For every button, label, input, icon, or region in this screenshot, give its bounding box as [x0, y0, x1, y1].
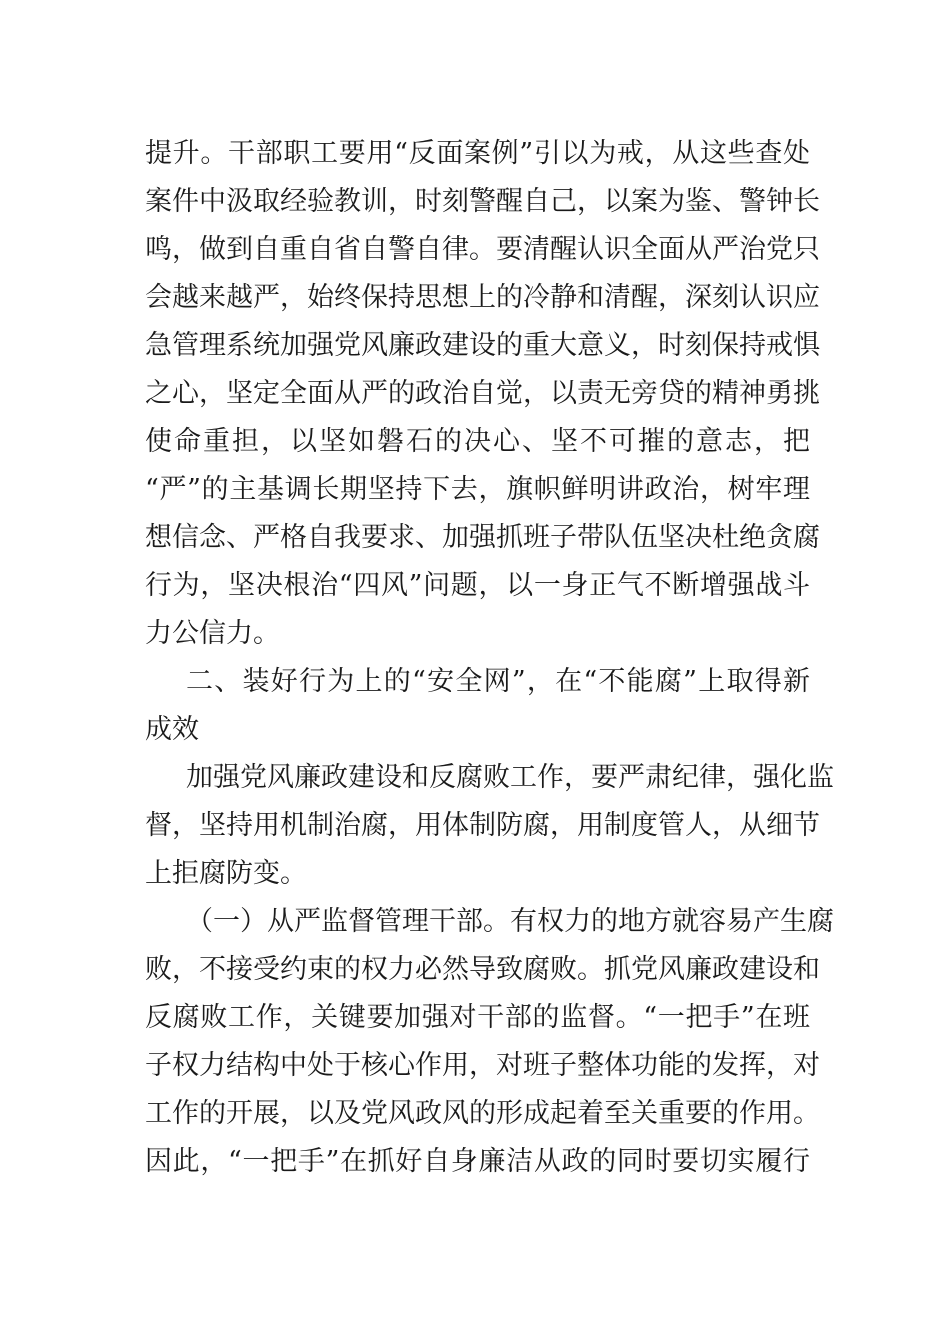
section-heading: 成效	[145, 714, 199, 745]
text-line: 行为，坚决根治“四风”问题，以一身正气不断增强战斗	[145, 570, 810, 601]
subsection-heading: （一）从严监督管理干部。有权力的地方就容易产生腐	[186, 906, 834, 937]
text-line: 上拒腐防变。	[145, 858, 307, 889]
text-line: 案件中汲取经验教训，时刻警醒自己，以案为鉴、警钟长	[145, 186, 820, 217]
text-line: 想信念、严格自我要求、加强抓班子带队伍坚决杜绝贪腐	[145, 522, 820, 553]
text-line: 鸣，做到自重自省自警自律。要清醒认识全面从严治党只	[145, 234, 820, 265]
text-line: 子权力结构中处于核心作用，对班子整体功能的发挥，对	[145, 1050, 820, 1081]
text-line: 使命重担，以坚如磐石的决心、坚不可摧的意志，把	[145, 426, 810, 457]
text-line: 力公信力。	[145, 618, 280, 649]
text-line: 加强党风廉政建设和反腐败工作，要严肃纪律，强化监	[186, 762, 834, 793]
text-line: 工作的开展，以及党风政风的形成起着至关重要的作用。	[145, 1098, 820, 1129]
text-line: 会越来越严，始终保持思想上的冷静和清醒，深刻认识应	[145, 282, 820, 313]
section-heading: 二、装好行为上的“安全网”，在“不能腐”上取得新	[186, 666, 810, 697]
text-line: “严”的主基调长期坚持下去，旗帜鲜明讲政治，树牢理	[145, 474, 810, 505]
text-line: 提升。干部职工要用“反面案例”引以为戒，从这些查处	[145, 138, 810, 169]
text-line: 因此，“一把手”在抓好自身廉洁从政的同时要切实履行	[145, 1146, 810, 1177]
text-line: 反腐败工作，关键要加强对干部的监督。“一把手”在班	[145, 1002, 810, 1033]
text-line: 之心，坚定全面从严的政治自觉，以责无旁贷的精神勇挑	[145, 378, 820, 409]
text-line: 督，坚持用机制治腐，用体制防腐，用制度管人，从细节	[145, 810, 820, 841]
text-line: 败，不接受约束的权力必然导致腐败。抓党风廉政建设和	[145, 954, 820, 985]
text-line: 急管理系统加强党风廉政建设的重大意义，时刻保持戒惧	[145, 330, 820, 361]
